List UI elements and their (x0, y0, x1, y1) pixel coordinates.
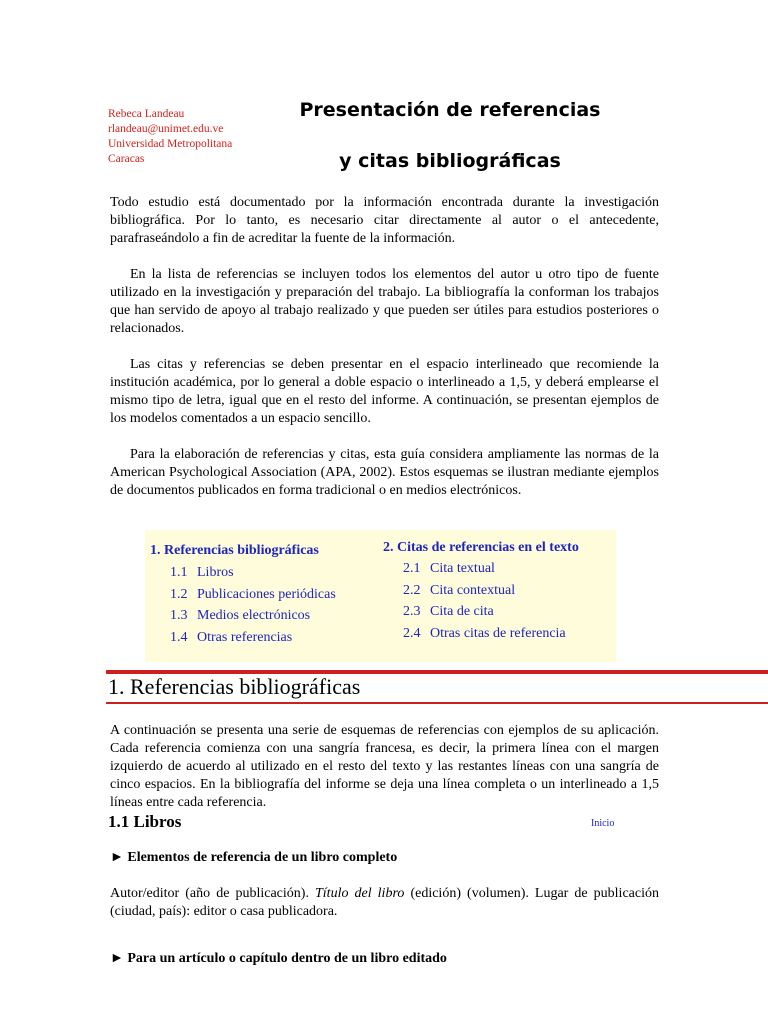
subsection-heading-books: 1.1 Libros (108, 812, 182, 831)
inicio-link[interactable]: Inicio (591, 818, 615, 829)
toc-item-2-4[interactable]: 2.4 Otras citas de referencia (403, 625, 566, 641)
toc-item-1-4[interactable]: 1.4 Otras referencias (170, 629, 293, 645)
page-title-line-1: Presentación de referencias (299, 99, 601, 121)
section-divider-bottom (106, 702, 768, 704)
reference-format-book: Autor/editor (año de publicación). Título del libro (edición) (volumen). Lugar de publicación (ciudad, país): editor o casa publicadora. (110, 886, 659, 919)
table-of-contents (145, 530, 616, 662)
section-intro-paragraph: A continuación se presenta una serie de esquemas de referencias con ejemplos de su aplicación. Cada referencia comienza con una sangría francesa, es decir, la primera línea con el margen izquierdo de acuerdo al utilizado en el resto del texto y las restantes líneas con una sangría de cinco espacios. En la bibliografía del informe se deja una línea completa o un interlineado a 1,5 líneas entre cada referencia. (110, 723, 659, 810)
toc-item-1-1[interactable]: 1.1 Libros (170, 565, 234, 580)
toc-item-1-2[interactable]: 1.2 Publicaciones periódicas (170, 586, 336, 602)
toc-item-2-1[interactable]: 2.1 Cita textual (403, 561, 495, 576)
author-email[interactable]: rlandeau@unimet.edu.ve (108, 123, 224, 135)
toc-column-citations (383, 540, 579, 644)
intro-paragraph-3: Las citas y referencias se deben presentar en el espacio interlineado que recomiende la institución académica, por lo general a doble espacio o interlineado a 1,5, y deberá emplearse el mismo tipo de letra, igual que en el resto del informe. A continuación, se presentan ejemplos de los modelos comentados a un espacio sencillo. (110, 357, 659, 426)
toc-heading-references[interactable]: 1. Referencias bibliográficas (150, 543, 319, 558)
author-city: Caracas (108, 153, 145, 165)
bullet-heading-complete-book: ► Elementos de referencia de un libro completo (110, 850, 398, 865)
author-institution: Universidad Metropolitana (108, 138, 233, 150)
intro-paragraph-1: Todo estudio está documentado por la información encontrada durante la investigación bibliográfica. Por lo tanto, es necesario citar directamente al autor o el antecedente, parafraseándolo a fin de acreditar la fuente de la información. (110, 195, 659, 246)
toc-heading-citations[interactable]: 2. Citas de referencias en el texto (383, 540, 579, 555)
toc-item-2-2[interactable]: 2.2 Cita contextual (403, 582, 516, 598)
author-block (108, 107, 232, 167)
toc-item-1-3[interactable]: 1.3 Medios electrónicos (170, 608, 311, 623)
bullet-heading-chapter: ► Para un artículo o capítulo dentro de un libro editado (110, 951, 447, 966)
intro-paragraph-4: Para la elaboración de referencias y citas, esta guía considera ampliamente las normas de la American Psychological Association (APA, 2002). Estos esquemas se ilustran mediante ejemplos de documentos publicados en forma tradicional o en medios electrónicos. (110, 447, 659, 498)
toc-item-2-3[interactable]: 2.3 Cita de cita (403, 604, 494, 619)
page-title-line-2: y citas bibliográficas (339, 150, 561, 172)
section-heading-references: 1. Referencias bibliográficas (108, 674, 361, 699)
author-name: Rebeca Landeau (108, 108, 185, 120)
toc-column-references (150, 543, 336, 648)
intro-paragraph-2: En la lista de referencias se incluyen todos los elementos del autor u otro tipo de fuente utilizado en la investigación y preparación del trabajo. La bibliografía la conforman los trabajos que han servido de apoyo al trabajo realizado y que pueden ser útiles para estudios posteriores o relacionados. (110, 267, 659, 336)
